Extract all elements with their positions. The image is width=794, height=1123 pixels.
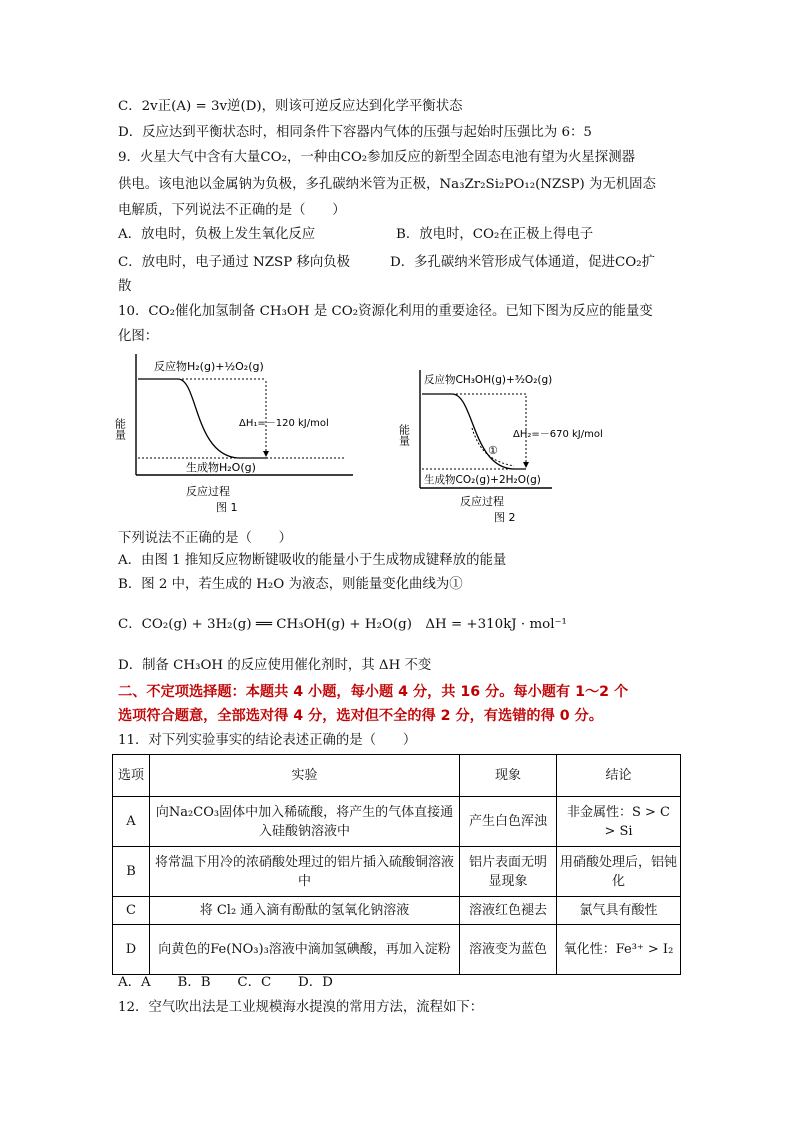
q8-option-c: C．2v正(A) = 3v逆(D)，则该可逆反应达到化学平衡状态 bbox=[118, 99, 463, 114]
header-experiment: 实验 bbox=[150, 755, 460, 797]
table-row bbox=[113, 897, 681, 925]
header-option: 选项 bbox=[113, 755, 150, 797]
header-conclusion: 结论 bbox=[557, 755, 681, 797]
table-row bbox=[113, 847, 681, 897]
row-experiment: 向黄色的Fe(NO₃)₃溶液中滴加氢碘酸，再加入淀粉 bbox=[150, 925, 460, 975]
row-phenomenon: 铝片表面无明显现象 bbox=[460, 847, 557, 897]
product-label: 生成物H₂O(g) bbox=[186, 461, 256, 474]
y-axis-label: 能量 bbox=[113, 418, 127, 440]
q10-stem-line1: 10．CO₂催化加氢制备 CH₃OH 是 CO₂资源化利用的重要途径。已知下图为反应的能量变 bbox=[118, 304, 653, 319]
table-row bbox=[113, 797, 681, 847]
section-2-heading-line2: 选项符合题意，全部选对得 4 分，选对但不全的得 2 分，有选错的得 0 分。 bbox=[118, 708, 603, 724]
row-option: A bbox=[113, 797, 150, 847]
curve-marker-1: ① bbox=[488, 444, 498, 457]
row-phenomenon: 产生白色浑浊 bbox=[460, 797, 557, 847]
q11-stem: 11．对下列实验事实的结论表述正确的是（ ） bbox=[118, 733, 417, 748]
q10-stem-line2: 化图： bbox=[118, 329, 159, 344]
row-conclusion: 用硝酸处理后，铝钝化 bbox=[557, 847, 681, 897]
q10-option-c: C．CO₂(g) + 3H₂(g) ══ CH₃OH(g) + H₂O(g) ΔH = +310kJ · mol⁻¹ bbox=[118, 617, 567, 632]
x-axis-label: 反应过程 bbox=[186, 485, 230, 498]
delta-h-label: ΔH₁=－120 kJ/mol bbox=[239, 418, 329, 429]
q10-option-b: B．图 2 中，若生成的 H₂O 为液态，则能量变化曲线为① bbox=[118, 577, 463, 592]
energy-diagram-2 bbox=[397, 366, 642, 528]
figure-caption: 图 2 bbox=[494, 511, 516, 524]
row-phenomenon: 溶液红色褪去 bbox=[460, 897, 557, 925]
row-experiment: 将 Cl₂ 通入滴有酚酞的氢氧化钠溶液 bbox=[150, 897, 460, 925]
q10-option-d: D．制备 CH₃OH 的反应使用催化剂时，其 ΔH 不变 bbox=[118, 658, 432, 673]
row-conclusion: 氧化性：Fe³⁺ > I₂ bbox=[557, 925, 681, 975]
x-axis-label: 反应过程 bbox=[460, 495, 504, 508]
product-label: 生成物CO₂(g)+2H₂O(g) bbox=[424, 474, 541, 486]
row-conclusion: 非金属性：S > C > Si bbox=[557, 797, 681, 847]
delta-h-label: ΔH₂=－670 kJ/mol bbox=[513, 429, 603, 440]
y-axis-label: 能量 bbox=[397, 424, 411, 446]
header-phenomenon: 现象 bbox=[460, 755, 557, 797]
figure-caption: 图 1 bbox=[216, 501, 238, 514]
section-2-heading-line1: 二、不定项选择题：本题共 4 小题，每小题 4 分，共 16 分。每小题有 1～2 个 bbox=[118, 684, 629, 700]
table-row bbox=[113, 925, 681, 975]
q9-stem-line2: 供电。该电池以金属钠为负极，多孔碳纳米管为正极，Na₃Zr₂Si₂PO₁₂(NZSP) 为无机固态 bbox=[118, 177, 656, 192]
q12-stem: 12．空气吹出法是工业规模海水提溴的常用方法，流程如下： bbox=[118, 1000, 484, 1015]
q9-option-d-cont: 散 bbox=[118, 279, 132, 294]
row-option: B bbox=[113, 847, 150, 897]
row-experiment: 向Na₂CO₃固体中加入稀硫酸，将产生的气体直接通入硅酸钠溶液中 bbox=[150, 797, 460, 847]
q9-option-a: A．放电时，负极上发生氧化反应 bbox=[118, 227, 316, 242]
q9-option-d: D．多孔碳纳米管形成气体通道，促进CO₂扩 bbox=[390, 255, 655, 270]
q11-choices: A．A B．B C．C D．D bbox=[118, 975, 333, 990]
row-option: D bbox=[113, 925, 150, 975]
q10-question: 下列说法不正确的是（ ） bbox=[118, 531, 293, 546]
row-phenomenon: 溶液变为蓝色 bbox=[460, 925, 557, 975]
q9-option-b: B．放电时，CO₂在正极上得电子 bbox=[396, 227, 594, 242]
row-conclusion: 氯气具有酸性 bbox=[557, 897, 681, 925]
reactant-label: 反应物H₂(g)+½O₂(g) bbox=[154, 360, 264, 373]
energy-curve bbox=[422, 394, 526, 469]
q8-option-d: D．反应达到平衡状态时，相同条件下容器内气体的压强与起始时压强比为 6：5 bbox=[118, 125, 592, 140]
table-header-row bbox=[113, 755, 681, 797]
q9-stem-line1: 9．火星大气中含有大量CO₂，一种由CO₂参加反应的新型全固态电池有望为火星探测器 bbox=[118, 150, 635, 165]
energy-diagram-1 bbox=[113, 350, 358, 518]
q9-stem-line3: 电解质，下列说法不正确的是（ ） bbox=[118, 203, 346, 218]
q11-table bbox=[112, 754, 681, 975]
row-option: C bbox=[113, 897, 150, 925]
reactant-label: 反应物CH₃OH(g)+³⁄₂O₂(g) bbox=[424, 374, 553, 386]
row-experiment: 将常温下用冷的浓硝酸处理过的铝片插入硫酸铜溶液中 bbox=[150, 847, 460, 897]
q9-option-c: C．放电时，电子通过 NZSP 移向负极 bbox=[118, 255, 351, 270]
q10-option-a: A．由图 1 推知反应物断键吸收的能量小于生成物成键释放的能量 bbox=[118, 553, 507, 568]
